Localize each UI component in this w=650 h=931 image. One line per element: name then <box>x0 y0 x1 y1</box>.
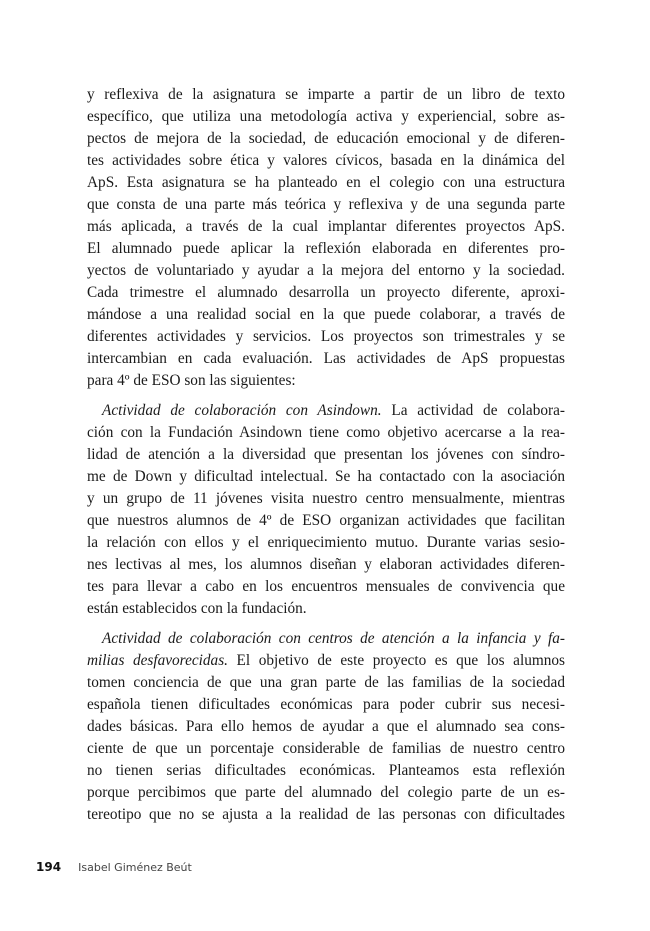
running-footer-author: Isabel Giménez Beút <box>78 861 192 874</box>
text-line: El alumnado puede aplicar la reflexión elaborada en diferentes pro- <box>87 240 565 257</box>
text-line: que consta de una parte más teórica y reflexiva y de una segunda parte <box>87 196 565 213</box>
text-fragment: El objetivo de este proyecto es que los alumnos <box>227 652 565 669</box>
text-line: ciente de que un porcentaje considerable de familias de nuestro centro <box>87 740 565 757</box>
text-fragment: La actividad de colabora- <box>381 402 565 419</box>
text-line: tereotipo que no se ajusta a la realidad de las personas con dificultades <box>87 806 565 823</box>
text-line: para 4º de ESO son las siguientes: <box>87 372 296 389</box>
section-title-infancia: Actividad de colaboración con centros de atención a la infancia y fa- <box>102 630 565 647</box>
text-line: dades básicas. Para ello hemos de ayudar a que el alumnado sea cons- <box>87 718 565 735</box>
text-line <box>87 400 565 422</box>
text-line: me de Down y dificultad intelectual. Se ha contactado con la asociación <box>87 468 565 485</box>
text-line: no tienen serias dificultades económicas. Planteamos esta reflexión <box>87 762 565 779</box>
text-line: y reflexiva de la asignatura se imparte a partir de un libro de texto <box>87 86 565 103</box>
page-number: 194 <box>36 860 62 874</box>
paragraph-infancia <box>87 628 565 826</box>
text-line: nes lectivas al mes, los alumnos diseñan y elaboran actividades diferen- <box>87 556 565 573</box>
text-line: pectos de mejora de la sociedad, de educación emocional y de diferen- <box>87 130 565 147</box>
text-line: mándose a una realidad social en la que puede colaborar, a través de <box>87 306 565 323</box>
text-line: porque percibimos que parte del alumnado del colegio parte de un es- <box>87 784 565 801</box>
text-line: Cada trimestre el alumnado desarrolla un proyecto diferente, aproxi- <box>87 284 565 301</box>
text-line: española tienen dificultades económicas para poder cubrir sus necesi- <box>87 696 565 713</box>
text-line: que nuestros alumnos de 4º de ESO organizan actividades que facilitan <box>87 512 565 529</box>
text-line: tes para llevar a cabo en los encuentros mensuales de convivencia que <box>87 578 565 595</box>
text-line: están establecidos con la fundación. <box>87 600 307 617</box>
text-line: más aplicada, a través de la cual implantar diferentes proyectos ApS. <box>87 218 565 235</box>
paragraph-spacer <box>87 620 565 628</box>
text-line: lidad de atención a la diversidad que presentan los jóvenes con síndro- <box>87 446 565 463</box>
text-line <box>87 650 565 672</box>
text-line <box>87 628 565 650</box>
text-line: intercambian en cada evaluación. Las actividades de ApS propuestas <box>87 350 565 367</box>
text-line: diferentes actividades y servicios. Los proyectos son trimestrales y se <box>87 328 565 345</box>
text-line: yectos de voluntariado y ayudar a la mejora del entorno y la sociedad. <box>87 262 565 279</box>
text-line: tomen conciencia de que una gran parte de las familias de la sociedad <box>87 674 565 691</box>
paragraph-intro <box>87 84 565 392</box>
text-line: específico, que utiliza una metodología activa y experiencial, sobre as- <box>87 108 565 125</box>
text-line: tes actividades sobre ética y valores cívicos, basada en la dinámica del <box>87 152 565 169</box>
paragraph-asindown <box>87 400 565 620</box>
text-line: y un grupo de 11 jóvenes visita nuestro centro mensualmente, mientras <box>87 490 565 507</box>
paragraph-spacer <box>87 392 565 400</box>
section-title-infancia-cont: milias desfavorecidas. <box>87 652 228 669</box>
text-line: ción con la Fundación Asindown tiene como objetivo acercarse a la rea- <box>87 424 565 441</box>
page-footer <box>36 856 192 876</box>
section-title-asindown: Actividad de colaboración con Asindown. <box>102 402 382 419</box>
body-text <box>87 84 565 826</box>
text-line: la relación con ellos y el enriquecimiento mutuo. Durante varias sesio- <box>87 534 565 551</box>
text-line: ApS. Esta asignatura se ha planteado en el colegio con una estructura <box>87 174 565 191</box>
